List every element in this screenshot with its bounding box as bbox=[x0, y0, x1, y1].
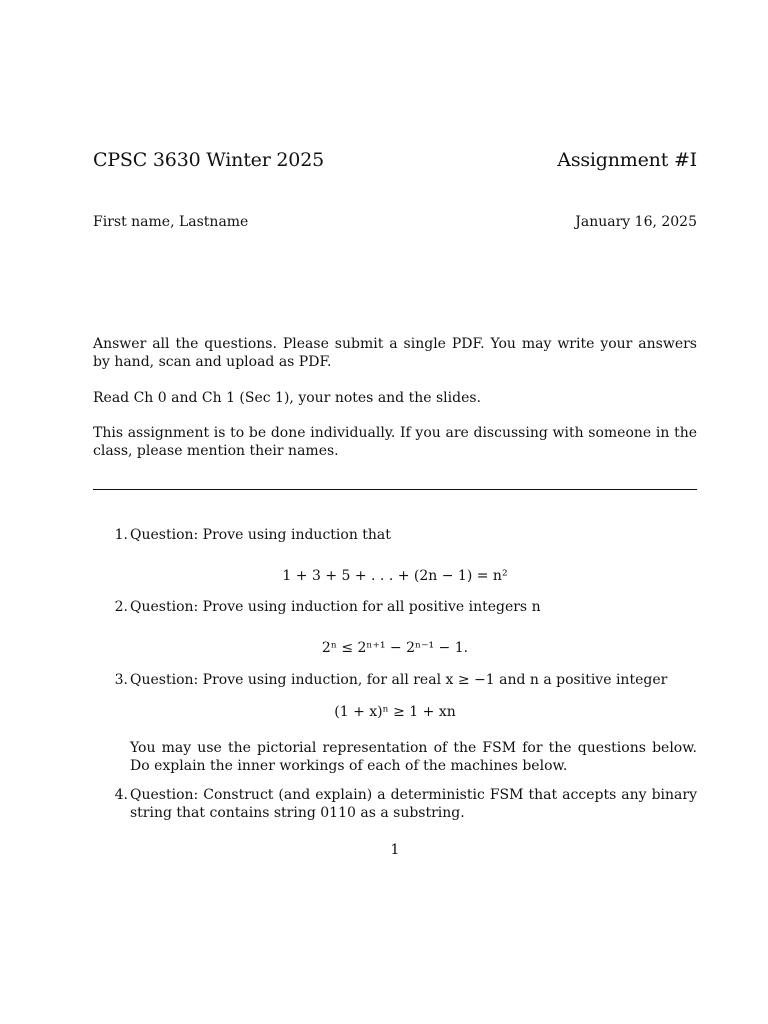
fsm-note: You may use the pictorial representation of the FSM for the questions below. Do explain the inner workings of each of the machines below. bbox=[130, 740, 697, 774]
course-title: CPSC 3630 Winter 2025 bbox=[93, 149, 324, 171]
question-formula: (1 + x)ⁿ ≥ 1 + xn bbox=[334, 704, 456, 720]
meta-row bbox=[93, 213, 697, 231]
instruction-individual: This assignment is to be done individually. If you are discussing with someone in the class, please mention their names. bbox=[93, 425, 697, 459]
assignment-title: Assignment #I bbox=[557, 149, 697, 171]
student-name: First name, Lastname bbox=[93, 214, 249, 230]
assignment-date: January 16, 2025 bbox=[575, 214, 697, 230]
question-number: 1. bbox=[114, 527, 128, 543]
question-number: 2. bbox=[114, 599, 128, 615]
question-formula: 1 + 3 + 5 + . . . + (2n − 1) = n² bbox=[282, 568, 508, 584]
question-text: Question: Prove using induction that bbox=[130, 527, 391, 543]
page-number: 1 bbox=[390, 842, 400, 858]
question-text: Question: Prove using induction, for all real x ≥ −1 and n a positive integer bbox=[130, 672, 668, 688]
question-text: Question: Construct (and explain) a deterministic FSM that accepts any binary string that contains string 0110 as a substring. bbox=[130, 787, 697, 821]
question-text: Question: Prove using induction for all positive integers n bbox=[130, 599, 541, 615]
title-row bbox=[93, 148, 697, 172]
horizontal-rule bbox=[93, 489, 697, 490]
instruction-submit: Answer all the questions. Please submit a single PDF. You may write your answers by hand, scan and upload as PDF. bbox=[93, 336, 697, 370]
question-number: 3. bbox=[114, 672, 128, 688]
question-formula: 2ⁿ ≤ 2ⁿ⁺¹ − 2ⁿ⁻¹ − 1. bbox=[321, 640, 469, 656]
instruction-reading: Read Ch 0 and Ch 1 (Sec 1), your notes and the slides. bbox=[93, 390, 481, 406]
question-number: 4. bbox=[114, 787, 128, 803]
